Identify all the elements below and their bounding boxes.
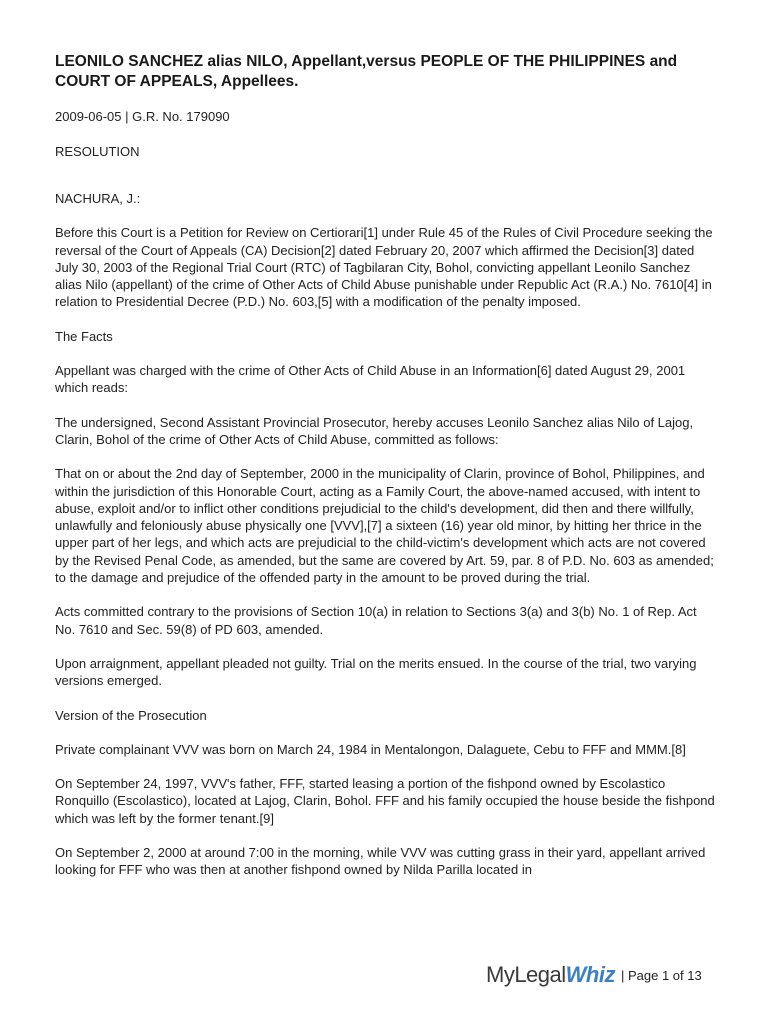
mylegalwhiz-logo	[486, 962, 615, 988]
paragraph: Acts committed contrary to the provisions of Section 10(a) in relation to Sections 3(a) and 3(b) No. 1 of Rep. Act No. 7610 and Sec. 59(8) of PD 603, amended.	[55, 604, 697, 637]
paragraph: On September 2, 2000 at around 7:00 in the morning, while VVV was cutting grass in their yard, appellant arrived looking for FFF who was then at another fishpond owned by Nilda Parilla located in	[55, 845, 706, 878]
paragraph: Version of the Prosecution	[55, 707, 207, 723]
page-number: | Page 1 of 13	[620, 967, 702, 983]
case-date-and-number: 2009-06-05 | G.R. No. 179090	[55, 109, 230, 124]
page-footer	[486, 963, 702, 987]
case-title: LEONILO SANCHEZ alias NILO, Appellant,versus PEOPLE OF THE PHILIPPINES and COURT OF APPEALS, Appellees.	[55, 53, 678, 90]
logo-accent-text: Whiz	[565, 962, 615, 987]
paragraph: The Facts	[55, 328, 113, 344]
paragraph: That on or about the 2nd day of September, 2000 in the municipality of Clarin, province of Bohol, Philippines, and within the jurisdiction of this Honorable Court, acting as a Family Court, the above-named accused, with intent to abuse, exploit and/or to inflict other conditions prejudicial to the child's development, did then and there willfully, unlawfully and feloniously abuse physically one [VVV],[7] a sixteen (16) year old minor, by hitting her thrice in the upper part of her legs, and which acts are prejudicial to the child-victim's development which acts are not covered by the Revised Penal Code, as amended, but the same are covered by Art. 59, par. 8 of P.D. No. 603 as amended; to the damage and prejudice of the offended party in the amount to be proved during the trial.	[55, 466, 714, 586]
paragraph: Upon arraignment, appellant pleaded not guilty. Trial on the merits ensued. In the course of the trial, two varying versions emerged.	[55, 655, 697, 689]
paragraph: Before this Court is a Petition for Review on Certiorari[1] under Rule 45 of the Rules of Civil Procedure seeking the reversal of the Court of Appeals (CA) Decision[2] dated February 20, 2007 which affirmed the Decision[3] dated July 30, 2003 of the Regional Trial Court (RTC) of Tagbilaran City, Bohol, convicting appellant Leonilo Sanchez alias Nilo (appellant) of the crime of Other Acts of Child Abuse punishable under Republic Act (R.A.) No. 7610[4] in relation to Presidential Decree (P.D.) No. 603,[5] with a modification of the penalty imposed.	[55, 225, 713, 310]
document-page	[55, 52, 717, 896]
document-type: RESOLUTION	[55, 144, 140, 159]
paragraph: Private complainant VVV was born on March 24, 1984 in Mentalongon, Dalaguete, Cebu to FFF and MMM.[8]	[55, 741, 686, 757]
paragraph: Appellant was charged with the crime of Other Acts of Child Abuse in an Information[6] dated August 29, 2001 which reads:	[55, 363, 686, 396]
paragraph: On September 24, 1997, VVV's father, FFF, started leasing a portion of the fishpond owned by Escolastico Ronquillo (Escolastico), located at Lajog, Clarin, Bohol. FFF and his family occupied the house beside the fishpond which was left by the former tenant.[9]	[55, 776, 715, 826]
paragraph: NACHURA, J.:	[55, 191, 141, 206]
paragraph: The undersigned, Second Assistant Provincial Prosecutor, hereby accuses Leonilo Sanchez alias Nilo of Lajog, Clarin, Bohol of the crime of Other Acts of Child Abuse, committed as follows:	[55, 414, 694, 447]
logo-text: MyLegal	[486, 962, 566, 987]
